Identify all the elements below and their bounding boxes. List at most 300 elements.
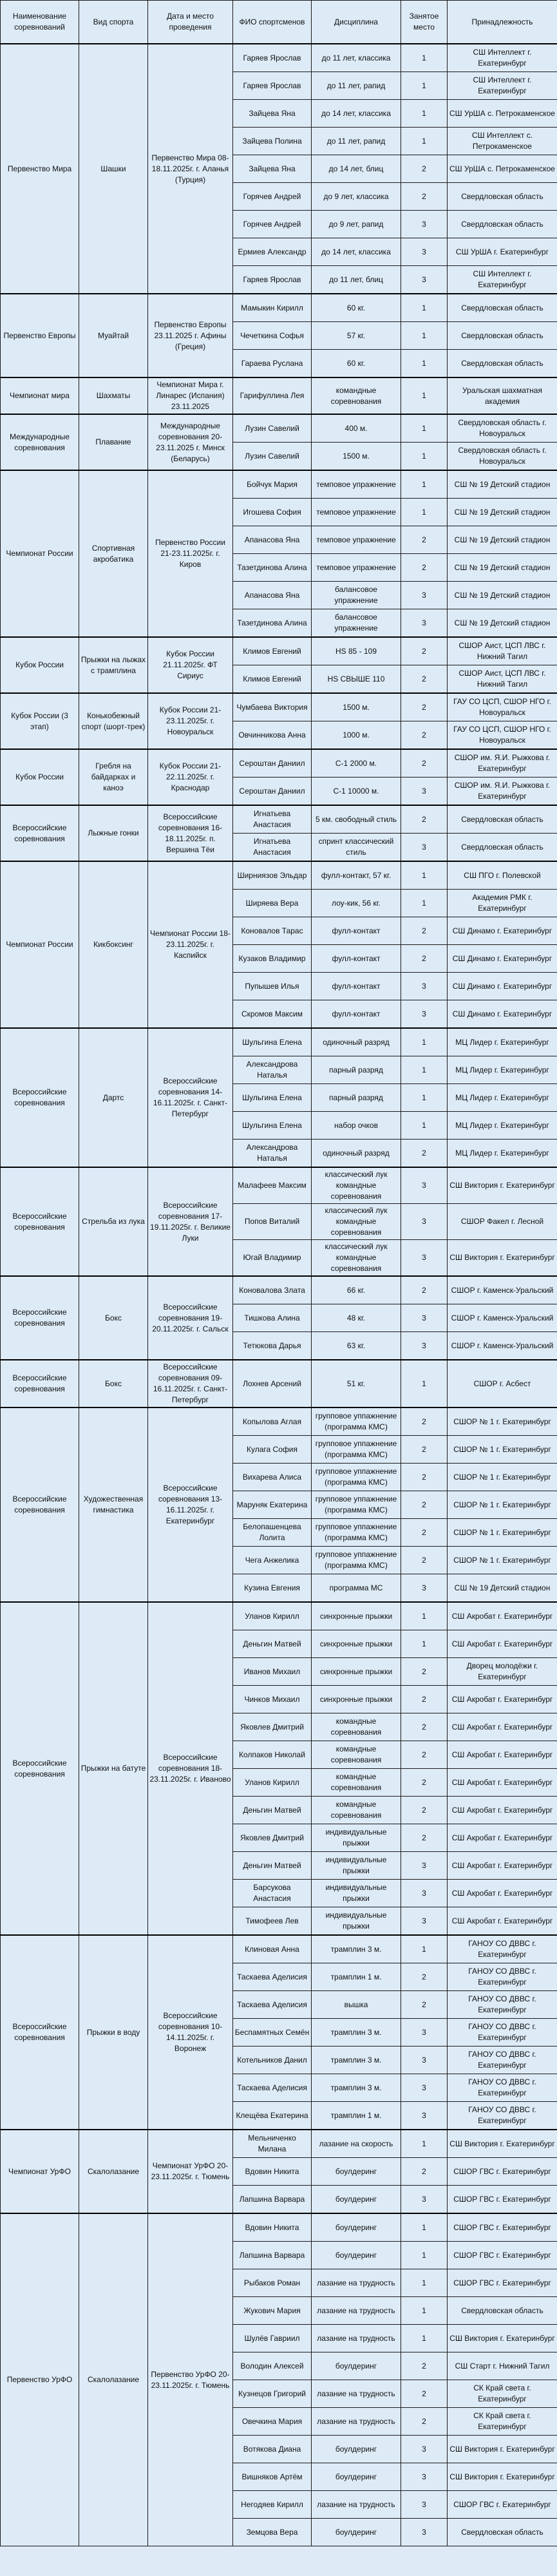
discipline-cell: фулл-контакт bbox=[312, 973, 401, 1000]
athlete-cell: Климов Евгений bbox=[233, 637, 312, 665]
affiliation-cell: ГАУ СО ЦСП, СШОР НГО г. Новоуральск bbox=[448, 721, 557, 750]
competition-cell: Всероссийские соревнования bbox=[1, 1028, 79, 1167]
discipline-cell: командные соревнования bbox=[312, 1741, 401, 1769]
discipline-cell: программа МС bbox=[312, 1574, 401, 1603]
affiliation-cell: СК Край света г. Екатеринбург bbox=[448, 2380, 557, 2408]
discipline-cell: индивидуальные прыжки bbox=[312, 1880, 401, 1907]
competition-cell: Кубок России (3 этап) bbox=[1, 693, 79, 749]
place-cell: 2 bbox=[401, 1824, 448, 1852]
discipline-cell: командные соревнования bbox=[312, 1713, 401, 1741]
athlete-cell: Горячев Андрей bbox=[233, 211, 312, 238]
date-place-cell: Всероссийские соревнования 14-16.11.2025г. г. Санкт-Петербург bbox=[148, 1028, 233, 1167]
discipline-cell: 1500 м. bbox=[312, 443, 401, 471]
place-cell: 2 bbox=[401, 2158, 448, 2186]
table-row bbox=[1, 1276, 557, 1304]
place-cell: 3 bbox=[401, 778, 448, 806]
athlete-cell: Клещёва Екатерина bbox=[233, 2102, 312, 2130]
affiliation-cell: СШ Акробат г. Екатеринбург bbox=[448, 1824, 557, 1852]
place-cell: 3 bbox=[401, 2102, 448, 2130]
affiliation-cell: Дворец молодёжи г. Екатеринбург bbox=[448, 1658, 557, 1686]
discipline-cell: синхронные прыжки bbox=[312, 1658, 401, 1686]
place-cell: 1 bbox=[401, 350, 448, 378]
discipline-cell: лазание на трудность bbox=[312, 2297, 401, 2325]
athlete-cell: Малафеев Максим bbox=[233, 1167, 312, 1204]
discipline-cell: темповое упражнение bbox=[312, 526, 401, 554]
athlete-cell: Рыбаков Роман bbox=[233, 2269, 312, 2297]
athlete-cell: Таскаева Аделисия bbox=[233, 2074, 312, 2102]
header-row bbox=[1, 1, 557, 44]
place-cell: 3 bbox=[401, 1574, 448, 1603]
athlete-cell: Гаряев Ярослав bbox=[233, 44, 312, 72]
place-cell: 2 bbox=[401, 1686, 448, 1713]
place-cell: 2 bbox=[401, 1547, 448, 1574]
affiliation-cell: ГАНОУ СО ДВВС г. Екатеринбург bbox=[448, 2074, 557, 2102]
discipline-cell: HS СВЫШЕ 110 bbox=[312, 665, 401, 694]
athlete-cell: Кузнецов Григорий bbox=[233, 2380, 312, 2408]
place-cell: 2 bbox=[401, 693, 448, 721]
affiliation-cell: СШОР ГВС г. Екатеринбург bbox=[448, 2269, 557, 2297]
table-row bbox=[1, 1407, 557, 1436]
athlete-cell: Овчинникова Анна bbox=[233, 721, 312, 750]
athlete-cell: Зайцева Полина bbox=[233, 128, 312, 155]
affiliation-cell: СШ Акробат г. Екатеринбург bbox=[448, 1769, 557, 1797]
place-cell: 2 bbox=[401, 1464, 448, 1491]
sport-cell: Дартс bbox=[79, 1028, 148, 1167]
sport-cell: Гребля на байдарках и каноэ bbox=[79, 749, 148, 805]
discipline-cell: до 9 лет, классика bbox=[312, 183, 401, 211]
place-cell: 1 bbox=[401, 128, 448, 155]
place-cell: 1 bbox=[401, 100, 448, 128]
athlete-cell: Ширяева Вера bbox=[233, 890, 312, 917]
discipline-cell: 51 кг. bbox=[312, 1360, 401, 1407]
affiliation-cell: СШ Виктория г. Екатеринбург bbox=[448, 1167, 557, 1204]
place-cell: 3 bbox=[401, 266, 448, 294]
athlete-cell: Копылова Аглая bbox=[233, 1407, 312, 1436]
athlete-cell: Скромов Максим bbox=[233, 1000, 312, 1029]
competition-cell: Всероссийские соревнования bbox=[1, 1360, 79, 1407]
header-athlete: ФИО спортсменов bbox=[233, 1, 312, 44]
discipline-cell: фулл-контакт bbox=[312, 1000, 401, 1029]
athlete-cell: Мамыкин Кирилл bbox=[233, 294, 312, 322]
athlete-cell: Бойчук Мария bbox=[233, 470, 312, 499]
athlete-cell: Вдовин Никита bbox=[233, 2213, 312, 2242]
place-cell: 3 bbox=[401, 2186, 448, 2214]
athlete-cell: Кулага София bbox=[233, 1436, 312, 1464]
place-cell: 1 bbox=[401, 2242, 448, 2269]
competition-cell: Первенство Мира bbox=[1, 44, 79, 294]
place-cell: 2 bbox=[401, 1769, 448, 1797]
sport-cell: Скалолазание bbox=[79, 2213, 148, 2546]
affiliation-cell: СК Край света г. Екатеринбург bbox=[448, 2408, 557, 2436]
place-cell: 2 bbox=[401, 917, 448, 945]
affiliation-cell: Свердловская область bbox=[448, 805, 557, 834]
place-cell: 1 bbox=[401, 72, 448, 100]
discipline-cell: HS 85 - 109 bbox=[312, 637, 401, 665]
affiliation-cell: СШ Акробат г. Екатеринбург bbox=[448, 1713, 557, 1741]
affiliation-cell: СШОР Аист, ЦСП ЛВС г. Нижний Тагил bbox=[448, 637, 557, 665]
athlete-cell: Овечкина Мария bbox=[233, 2408, 312, 2436]
affiliation-cell: СШ УрША с. Петрокаменское bbox=[448, 155, 557, 183]
discipline-cell: лазание на трудность bbox=[312, 2380, 401, 2408]
discipline-cell: 66 кг. bbox=[312, 1276, 401, 1304]
athlete-cell: Сероштан Даниил bbox=[233, 778, 312, 806]
affiliation-cell: СШ Виктория г. Екатеринбург bbox=[448, 2436, 557, 2463]
place-cell: 3 bbox=[401, 1880, 448, 1907]
athlete-cell: Иванов Михаил bbox=[233, 1658, 312, 1686]
place-cell: 2 bbox=[401, 1407, 448, 1436]
affiliation-cell: ГАУ СО ЦСП, СШОР НГО г. Новоуральск bbox=[448, 693, 557, 721]
affiliation-cell: СШ Интеллект г. Екатеринбург bbox=[448, 44, 557, 72]
discipline-cell: боулдеринг bbox=[312, 2186, 401, 2214]
affiliation-cell: СШ № 19 Детский стадион bbox=[448, 609, 557, 638]
competition-cell: Чемпионат России bbox=[1, 861, 79, 1028]
discipline-cell: групповое уппажнение (программа КМС) bbox=[312, 1491, 401, 1519]
affiliation-cell: СШ Интеллект г. Екатеринбург bbox=[448, 72, 557, 100]
competition-cell: Всероссийские соревнования bbox=[1, 1935, 79, 2130]
affiliation-cell: МЦ Лидер г. Екатеринбург bbox=[448, 1140, 557, 1168]
affiliation-cell: СШ Виктория г. Екатеринбург bbox=[448, 2130, 557, 2158]
place-cell: 2 bbox=[401, 1658, 448, 1686]
sport-cell: Шашки bbox=[79, 44, 148, 294]
athlete-cell: Лапшина Варвара bbox=[233, 2186, 312, 2214]
table-body bbox=[1, 44, 557, 2546]
discipline-cell: трамплин 1 м. bbox=[312, 1963, 401, 1991]
table-row bbox=[1, 2130, 557, 2158]
competition-cell: Первенство Европы bbox=[1, 294, 79, 377]
discipline-cell: классический лук командные соревнования bbox=[312, 1240, 401, 1277]
table-row bbox=[1, 377, 557, 414]
header-place: Занятое место bbox=[401, 1, 448, 44]
athlete-cell: Тазетдинова Алина bbox=[233, 554, 312, 582]
place-cell: 1 bbox=[401, 377, 448, 414]
competition-cell: Кубок России bbox=[1, 637, 79, 693]
discipline-cell: до 11 лет, классика bbox=[312, 44, 401, 72]
affiliation-cell: СШОР им. Я.И. Рыжкова г. Екатеринбург bbox=[448, 749, 557, 778]
sport-cell: Стрельба из лука bbox=[79, 1167, 148, 1276]
table-row bbox=[1, 749, 557, 778]
affiliation-cell: СШОР № 1 г. Екатеринбург bbox=[448, 1547, 557, 1574]
athlete-cell: Гаряев Ярослав bbox=[233, 266, 312, 294]
sport-cell: Прыжки на батуте bbox=[79, 1602, 148, 1935]
affiliation-cell: СШ Акробат г. Екатеринбург bbox=[448, 1852, 557, 1880]
date-place-cell: Первенство Европы 23.11.2025 г. Афины (Греция) bbox=[148, 294, 233, 377]
discipline-cell: фулл-контакт, 57 кг. bbox=[312, 861, 401, 890]
place-cell: 2 bbox=[401, 1797, 448, 1824]
place-cell: 1 bbox=[401, 470, 448, 499]
discipline-cell: трамплин 3 м. bbox=[312, 2046, 401, 2074]
discipline-cell: трамплин 3 м. bbox=[312, 1935, 401, 1963]
affiliation-cell: СШ Динамо г. Екатеринбург bbox=[448, 1000, 557, 1029]
athlete-cell: Кузина Евгения bbox=[233, 1574, 312, 1603]
athlete-cell: Клиновая Анна bbox=[233, 1935, 312, 1963]
discipline-cell: классический лук командные соревнования bbox=[312, 1204, 401, 1240]
athlete-cell: Югай Владимир bbox=[233, 1240, 312, 1277]
affiliation-cell: СШ № 19 Детский стадион bbox=[448, 1574, 557, 1603]
place-cell: 2 bbox=[401, 2352, 448, 2380]
place-cell: 1 bbox=[401, 2213, 448, 2242]
affiliation-cell: СШОР № 1 г. Екатеринбург bbox=[448, 1464, 557, 1491]
affiliation-cell: СШОР г. Асбест bbox=[448, 1360, 557, 1407]
affiliation-cell: Свердловская область г. Новоуральск bbox=[448, 414, 557, 443]
affiliation-cell: СШ Динамо г. Екатеринбург bbox=[448, 973, 557, 1000]
discipline-cell: лазание на трудность bbox=[312, 2491, 401, 2519]
date-place-cell: Кубок России 21.11.2025г. ФТ Сириус bbox=[148, 637, 233, 693]
place-cell: 2 bbox=[401, 665, 448, 694]
athlete-cell: Гаряев Ярослав bbox=[233, 72, 312, 100]
discipline-cell: классический лук командные соревнования bbox=[312, 1167, 401, 1204]
discipline-cell: боулдеринг bbox=[312, 2213, 401, 2242]
affiliation-cell: ГАНОУ СО ДВВС г. Екатеринбург bbox=[448, 2046, 557, 2074]
place-cell: 2 bbox=[401, 1140, 448, 1168]
place-cell: 2 bbox=[401, 1491, 448, 1519]
competition-cell: Всероссийские соревнования bbox=[1, 1167, 79, 1276]
place-cell: 3 bbox=[401, 2046, 448, 2074]
athlete-cell: Зайцева Яна bbox=[233, 155, 312, 183]
affiliation-cell: Свердловская область bbox=[448, 834, 557, 862]
competition-cell: Первенство УрФО bbox=[1, 2213, 79, 2546]
sport-cell: Лыжные гонки bbox=[79, 805, 148, 861]
athlete-cell: Колпаков Николай bbox=[233, 1741, 312, 1769]
athlete-cell: Чечеткина Софья bbox=[233, 322, 312, 350]
place-cell: 1 bbox=[401, 322, 448, 350]
discipline-cell: боулдеринг bbox=[312, 2463, 401, 2491]
table-row bbox=[1, 1360, 557, 1407]
discipline-cell: 1500 м. bbox=[312, 693, 401, 721]
place-cell: 1 bbox=[401, 44, 448, 72]
place-cell: 3 bbox=[401, 2074, 448, 2102]
affiliation-cell: МЦ Лидер г. Екатеринбург bbox=[448, 1028, 557, 1056]
sport-cell: Прыжки в воду bbox=[79, 1935, 148, 2130]
athlete-cell: Вдовин Никита bbox=[233, 2158, 312, 2186]
place-cell: 1 bbox=[401, 499, 448, 526]
discipline-cell: до 11 лет, рапид bbox=[312, 72, 401, 100]
place-cell: 1 bbox=[401, 2325, 448, 2352]
affiliation-cell: Свердловская область bbox=[448, 350, 557, 378]
date-place-cell: Всероссийские соревнования 17-19.11.2025г. г. Великие Луки bbox=[148, 1167, 233, 1276]
discipline-cell: парный разряд bbox=[312, 1056, 401, 1084]
place-cell: 1 bbox=[401, 1602, 448, 1630]
discipline-cell: 400 м. bbox=[312, 414, 401, 443]
competition-cell: Чемпионат России bbox=[1, 470, 79, 637]
athlete-cell: Яковлев Дмитрий bbox=[233, 1713, 312, 1741]
discipline-cell: лазание на скорость bbox=[312, 2130, 401, 2158]
discipline-cell: темповое упражнение bbox=[312, 554, 401, 582]
athlete-cell: Уланов Кирилл bbox=[233, 1769, 312, 1797]
discipline-cell: одиночный разряд bbox=[312, 1140, 401, 1168]
affiliation-cell: Свердловская область bbox=[448, 2519, 557, 2546]
discipline-cell: групповое уппажнение (программа КМС) bbox=[312, 1436, 401, 1464]
affiliation-cell: ГАНОУ СО ДВВС г. Екатеринбург bbox=[448, 2102, 557, 2130]
discipline-cell: вышка bbox=[312, 1991, 401, 2019]
athlete-cell: Александрова Наталья bbox=[233, 1056, 312, 1084]
place-cell: 3 bbox=[401, 2019, 448, 2046]
discipline-cell: 63 кг. bbox=[312, 1332, 401, 1360]
affiliation-cell: СШОР ГВС г. Екатеринбург bbox=[448, 2242, 557, 2269]
affiliation-cell: СШОР ГВС г. Екатеринбург bbox=[448, 2491, 557, 2519]
athlete-cell: Лузин Савелий bbox=[233, 414, 312, 443]
sport-cell: Прыжки на лыжах с трамплина bbox=[79, 637, 148, 693]
place-cell: 3 bbox=[401, 1907, 448, 1936]
athlete-cell: Мельниченко Милана bbox=[233, 2130, 312, 2158]
date-place-cell: Первенство Мира 08-18.11.2025г. г. Аланья (Турция) bbox=[148, 44, 233, 294]
discipline-cell: лазание на трудность bbox=[312, 2269, 401, 2297]
date-place-cell: Первенство России 21-23.11.2025г. г. Киров bbox=[148, 470, 233, 637]
table-row bbox=[1, 470, 557, 499]
sport-cell: Спортивная акробатика bbox=[79, 470, 148, 637]
place-cell: 2 bbox=[401, 805, 448, 834]
discipline-cell: групповое уппажнение (программа КМС) bbox=[312, 1547, 401, 1574]
place-cell: 2 bbox=[401, 945, 448, 973]
athlete-cell: Игошева София bbox=[233, 499, 312, 526]
place-cell: 1 bbox=[401, 890, 448, 917]
place-cell: 1 bbox=[401, 2297, 448, 2325]
athlete-cell: Зайцева Яна bbox=[233, 100, 312, 128]
discipline-cell: 1000 м. bbox=[312, 721, 401, 750]
affiliation-cell: СШ Интеллект г. Екатеринбург bbox=[448, 266, 557, 294]
place-cell: 1 bbox=[401, 294, 448, 322]
athlete-cell: Шульгина Елена bbox=[233, 1084, 312, 1112]
date-place-cell: Всероссийские соревнования 19-20.11.2025г. г. Сальск bbox=[148, 1276, 233, 1360]
athlete-cell: Лапшина Варвара bbox=[233, 2242, 312, 2269]
athlete-cell: Белопашенцева Лолита bbox=[233, 1519, 312, 1547]
date-place-cell: Всероссийские соревнования 13-16.11.2025г. г. Екатеринбург bbox=[148, 1407, 233, 1602]
athlete-cell: Барсукова Анастасия bbox=[233, 1880, 312, 1907]
athlete-cell: Котельников Данил bbox=[233, 2046, 312, 2074]
affiliation-cell: Свердловская область bbox=[448, 2297, 557, 2325]
place-cell: 3 bbox=[401, 973, 448, 1000]
athlete-cell: Шулёв Гавриил bbox=[233, 2325, 312, 2352]
affiliation-cell: СШОР г. Каменск-Уральский bbox=[448, 1332, 557, 1360]
place-cell: 3 bbox=[401, 1000, 448, 1029]
discipline-cell: парный разряд bbox=[312, 1084, 401, 1112]
table-row bbox=[1, 1028, 557, 1056]
table-row bbox=[1, 1167, 557, 1204]
athlete-cell: Горячев Андрей bbox=[233, 183, 312, 211]
date-place-cell: Чемпионат УрФО 20-23.11.2025г. г. Тюмень bbox=[148, 2130, 233, 2213]
header-discipline: Дисциплина bbox=[312, 1, 401, 44]
affiliation-cell: ГАНОУ СО ДВВС г. Екатеринбург bbox=[448, 1935, 557, 1963]
place-cell: 1 bbox=[401, 414, 448, 443]
discipline-cell: боулдеринг bbox=[312, 2436, 401, 2463]
place-cell: 2 bbox=[401, 526, 448, 554]
affiliation-cell: СШОР № 1 г. Екатеринбург bbox=[448, 1407, 557, 1436]
date-place-cell: Всероссийские соревнования 16-18.11.2025г. п. Вершина Тёи bbox=[148, 805, 233, 861]
discipline-cell: темповое упражнение bbox=[312, 470, 401, 499]
discipline-cell: командные соревнования bbox=[312, 1797, 401, 1824]
place-cell: 2 bbox=[401, 1963, 448, 1991]
place-cell: 2 bbox=[401, 721, 448, 750]
athlete-cell: Гараева Руслана bbox=[233, 350, 312, 378]
sport-cell: Плавание bbox=[79, 414, 148, 470]
athlete-cell: Коновалова Злата bbox=[233, 1276, 312, 1304]
discipline-cell: трамплин 3 м. bbox=[312, 2019, 401, 2046]
date-place-cell: Первенство УрФО 20-23.11.2025г. г. Тюмень bbox=[148, 2213, 233, 2546]
date-place-cell: Чемпионат России 18-23.11.2025г. г. Каспийск bbox=[148, 861, 233, 1028]
sport-cell: Шахматы bbox=[79, 377, 148, 414]
place-cell: 1 bbox=[401, 1028, 448, 1056]
discipline-cell: фулл-контакт bbox=[312, 945, 401, 973]
affiliation-cell: ГАНОУ СО ДВВС г. Екатеринбург bbox=[448, 1991, 557, 2019]
affiliation-cell: СШ Динамо г. Екатеринбург bbox=[448, 945, 557, 973]
discipline-cell: до 14 лет, классика bbox=[312, 238, 401, 266]
table-row bbox=[1, 1602, 557, 1630]
date-place-cell: Кубок России 21-23.11.2025г. г. Новоуральск bbox=[148, 693, 233, 749]
affiliation-cell: СШ Интеллект с. Петрокаменское bbox=[448, 128, 557, 155]
date-place-cell: Чемпионат Мира г. Линарес (Испания) 23.11.2025 bbox=[148, 377, 233, 414]
discipline-cell: темповое упражнение bbox=[312, 499, 401, 526]
discipline-cell: 60 кг. bbox=[312, 350, 401, 378]
affiliation-cell: СШ № 19 Детский стадион bbox=[448, 470, 557, 499]
affiliation-cell: Уральская шахматная академия bbox=[448, 377, 557, 414]
table-row bbox=[1, 861, 557, 890]
date-place-cell: Всероссийские соревнования 09-16.11.2025г. г. Санкт-Петербург bbox=[148, 1360, 233, 1407]
discipline-cell: индивидуальные прыжки bbox=[312, 1852, 401, 1880]
table-row bbox=[1, 44, 557, 72]
place-cell: 3 bbox=[401, 834, 448, 862]
competition-cell: Международные соревнования bbox=[1, 414, 79, 470]
table-row bbox=[1, 1935, 557, 1963]
athlete-cell: Пупышев Илья bbox=[233, 973, 312, 1000]
place-cell: 2 bbox=[401, 1436, 448, 1464]
competition-cell: Чемпионат мира bbox=[1, 377, 79, 414]
sport-cell: Муайтай bbox=[79, 294, 148, 377]
discipline-cell: набор очков bbox=[312, 1112, 401, 1140]
competition-cell: Всероссийские соревнования bbox=[1, 1407, 79, 1602]
affiliation-cell: СШОР Факел г. Лесной bbox=[448, 1204, 557, 1240]
place-cell: 2 bbox=[401, 155, 448, 183]
discipline-cell: 57 кг. bbox=[312, 322, 401, 350]
place-cell: 1 bbox=[401, 2269, 448, 2297]
athlete-cell: Коновалов Тарас bbox=[233, 917, 312, 945]
sport-cell: Бокс bbox=[79, 1360, 148, 1407]
discipline-cell: лазание на трудность bbox=[312, 2408, 401, 2436]
competition-cell: Всероссийские соревнования bbox=[1, 1602, 79, 1935]
place-cell: 2 bbox=[401, 749, 448, 778]
athlete-cell: Деньгин Матвей bbox=[233, 1852, 312, 1880]
affiliation-cell: ГАНОУ СО ДВВС г. Екатеринбург bbox=[448, 1963, 557, 1991]
place-cell: 3 bbox=[401, 609, 448, 638]
athlete-cell: Вотякова Диана bbox=[233, 2436, 312, 2463]
date-place-cell: Всероссийские соревнования 18-23.11.2025г. г. Иваново bbox=[148, 1602, 233, 1935]
affiliation-cell: СШОР ГВС г. Екатеринбург bbox=[448, 2158, 557, 2186]
athlete-cell: Александрова Наталья bbox=[233, 1140, 312, 1168]
athlete-cell: Лохнев Арсений bbox=[233, 1360, 312, 1407]
table-row bbox=[1, 805, 557, 834]
discipline-cell: синхронные прыжки bbox=[312, 1686, 401, 1713]
discipline-cell: групповое уппажнение (программа КМС) bbox=[312, 1519, 401, 1547]
athlete-cell: Чинков Михаил bbox=[233, 1686, 312, 1713]
affiliation-cell: СШ Виктория г. Екатеринбург bbox=[448, 1240, 557, 1277]
discipline-cell: боулдеринг bbox=[312, 2158, 401, 2186]
athlete-cell: Таскаева Аделисия bbox=[233, 1991, 312, 2019]
discipline-cell: до 11 лет, блиц bbox=[312, 266, 401, 294]
athlete-cell: Шульгина Елена bbox=[233, 1028, 312, 1056]
affiliation-cell: СШОР № 1 г. Екатеринбург bbox=[448, 1519, 557, 1547]
affiliation-cell: СШОР № 1 г. Екатеринбург bbox=[448, 1491, 557, 1519]
affiliation-cell: СШ Акробат г. Екатеринбург bbox=[448, 1797, 557, 1824]
athlete-cell: Уланов Кирилл bbox=[233, 1602, 312, 1630]
discipline-cell: трамплин 1 м. bbox=[312, 2102, 401, 2130]
header-competition: Наименование соревнований bbox=[1, 1, 79, 44]
place-cell: 1 bbox=[401, 2130, 448, 2158]
place-cell: 3 bbox=[401, 1332, 448, 1360]
discipline-cell: групповое уппажнение (программа КМС) bbox=[312, 1464, 401, 1491]
place-cell: 1 bbox=[401, 1630, 448, 1658]
affiliation-cell: СШОР ГВС г. Екатеринбург bbox=[448, 2186, 557, 2214]
affiliation-cell: Академия РМК г. Екатеринбург bbox=[448, 890, 557, 917]
discipline-cell: спринт классический стиль bbox=[312, 834, 401, 862]
affiliation-cell: СШОР ГВС г. Екатеринбург bbox=[448, 2213, 557, 2242]
